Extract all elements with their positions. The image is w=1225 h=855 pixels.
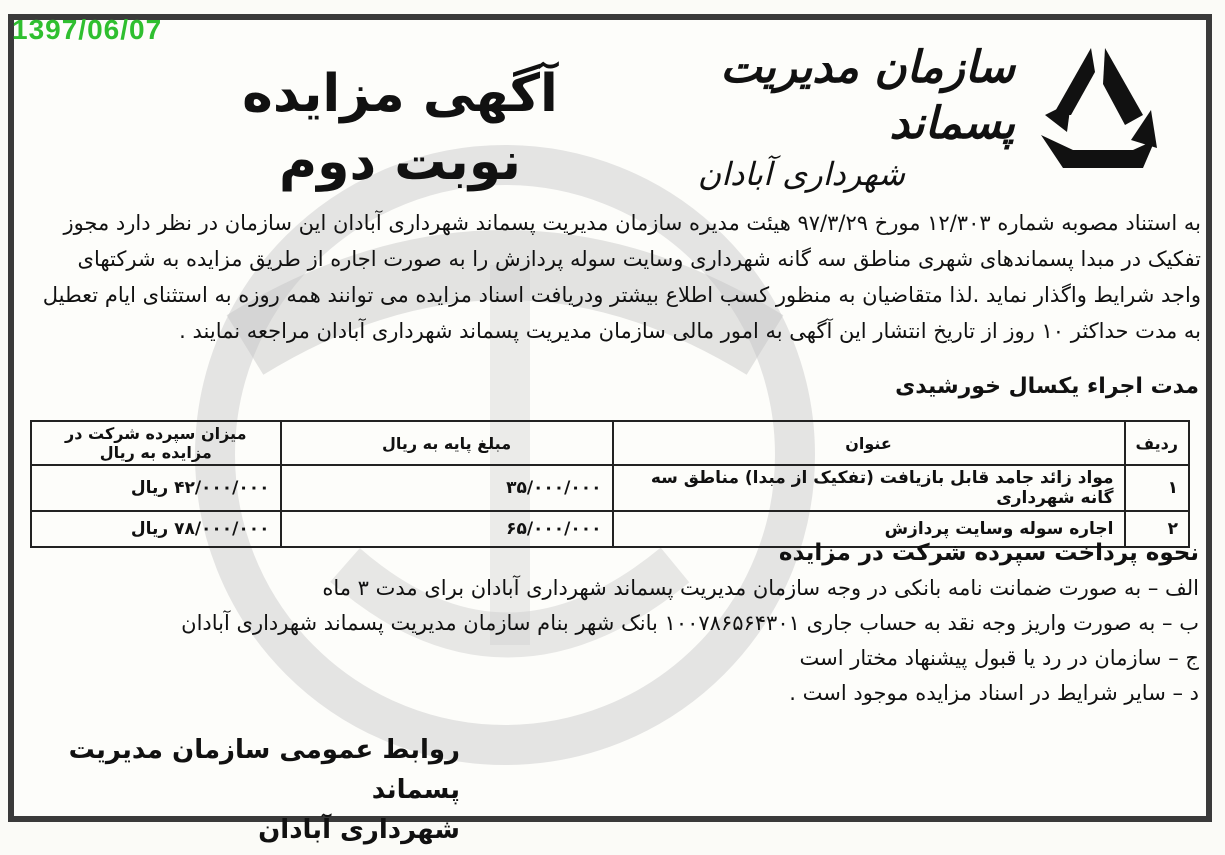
payment-item: ب – به صورت واریز وجه نقد به حساب جاری ۱۰۰۷۸۶۵۶۴۳۰۱ بانک شهر بنام سازمان مدیریت پسماند شهرداری آبادان — [181, 611, 1199, 635]
row-deposit: ۷۸/۰۰۰/۰۰۰ ریال — [31, 511, 281, 547]
footer-signature — [40, 730, 460, 850]
execution-period: مدت اجراء یکسال خورشیدی — [895, 374, 1199, 399]
date-stamp: 1397/06/07 — [12, 14, 163, 45]
recycle-triangle-logo — [1033, 40, 1163, 175]
payment-item: الف – به صورت ضمانت نامه بانکی در وجه سازمان مدیریت پسماند شهرداری آبادان برای مدت ۳ ماه — [322, 576, 1199, 600]
row-number: ۲ — [1125, 511, 1189, 547]
body-line: به استناد مصوبه شماره ۱۲/۳۰۳ مورخ ۹۷/۳/۲۹ هیئت مدیره سازمان مدیریت پسماند شهرداری آبادان این سازمان در نظر دارد مجوز — [63, 211, 1201, 235]
row-base-price: ۶۵/۰۰۰/۰۰۰ — [281, 511, 613, 547]
header-deposit: میزان سپرده شرکت در مزایده به ریال — [31, 421, 281, 465]
row-number: ۱ — [1125, 465, 1189, 511]
organization-city: شهرداری آبادان — [697, 155, 905, 193]
table-row — [31, 465, 1189, 511]
notice-round: نوبت دوم — [279, 132, 521, 192]
row-title: مواد زائد جامد قابل بازیافت (تفکیک از مبدا) مناطق سه گانه شهرداری — [613, 465, 1125, 511]
payment-heading: نحوه پرداخت سپرده شرکت در مزایده — [778, 540, 1199, 566]
notice-heading — [240, 60, 560, 196]
row-title: اجاره سوله وسایت پردازش — [613, 511, 1125, 547]
footer-line-1: روابط عمومی سازمان مدیریت پسماند — [68, 735, 460, 805]
header-base-price: مبلغ پایه به ریال — [281, 421, 613, 465]
notice-title: آگهی مزایده — [242, 64, 558, 124]
payment-item: ج – سازمان در رد یا قبول پیشنهاد مختار است — [799, 646, 1199, 670]
notice-body — [29, 205, 1201, 349]
payment-section — [29, 535, 1199, 711]
header-row-number: ردیف — [1125, 421, 1189, 465]
auction-items-table — [30, 420, 1190, 548]
organization-name — [695, 40, 1015, 196]
row-base-price: ۳۵/۰۰۰/۰۰۰ — [281, 465, 613, 511]
organization-title: سازمان مدیریت پسماند — [720, 42, 1015, 149]
footer-line-2: شهرداری آبادان — [258, 815, 460, 845]
body-line: به مدت حداکثر ۱۰ روز از تاریخ انتشار این آگهی به امور مالی سازمان مدیریت پسماند شهرداری آبادان مراجعه نمایند . — [179, 319, 1201, 343]
table-header-row — [31, 421, 1189, 465]
row-deposit: ۴۲/۰۰۰/۰۰۰ ریال — [31, 465, 281, 511]
header-title: عنوان — [613, 421, 1125, 465]
body-line: تفکیک در مبدا پسماندهای شهری مناطق سه گانه شهرداری وسایت سوله پردازش را به صورت اجاره از طریق مزایده به شرکتهای — [77, 247, 1201, 271]
payment-item: د – سایر شرایط در اسناد مزایده موجود است . — [789, 681, 1199, 705]
body-line: واجد شرایط واگذار نماید .لذا متقاضیان به منظور کسب اطلاع بیشتر ودریافت اسناد مزایده می توانند همه روزه به استثنای ایام تعطیل — [42, 283, 1201, 307]
